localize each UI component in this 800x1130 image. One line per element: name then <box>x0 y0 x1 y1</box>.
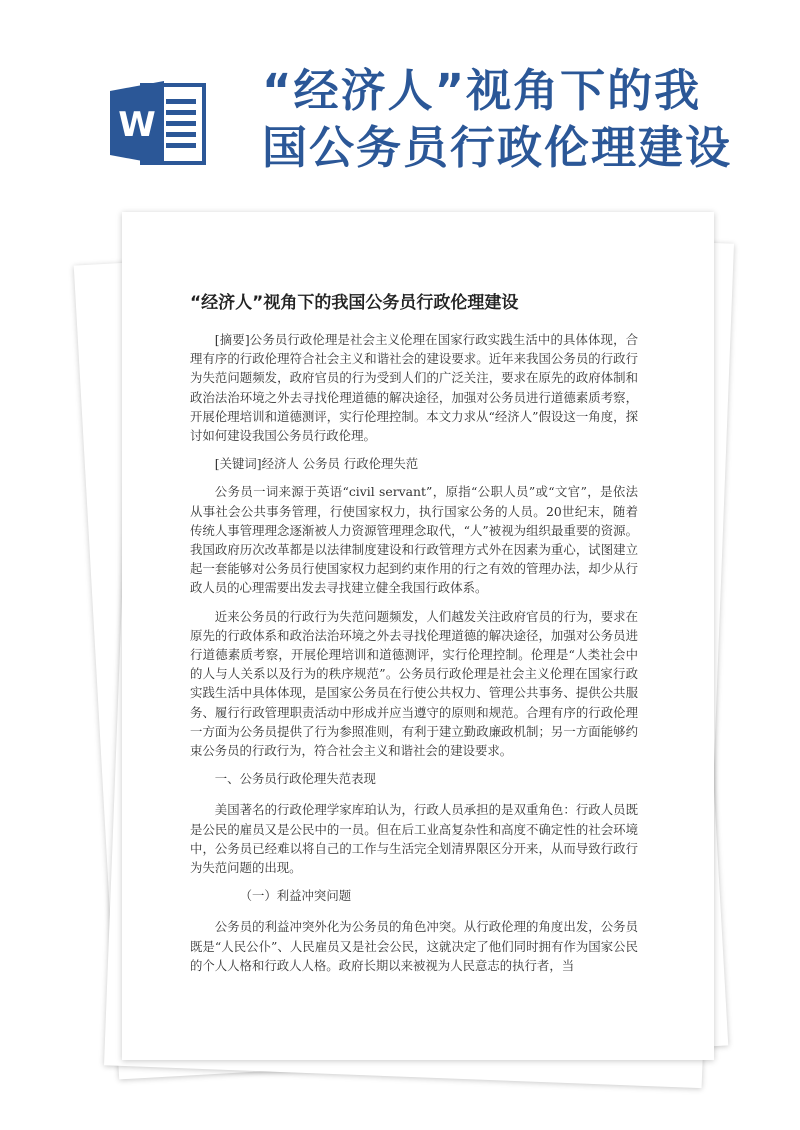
section-heading-1: 一、公务员行政伦理失范表现 <box>214 771 376 787</box>
body-paragraph-2: 近来公务员的行政行为失范问题频发，人们越发关注政府官员的行为，要求在原先的行政体系和政治法治环境之外去寻找伦理道德的解决途径，加强对公务员进行道德素质考察，开展伦理培训和道德测评，实行伦理控制。伦理是“人类社会中的人与人关系以及行为的秩序规范”。公务员行政伦理是社会主义伦理在国家行政实践生活中具体体现，是国家公务员在行使公共权力、管理公共事务、提供公共服务、履行行政管理职责活动中形成并应当遵守的原则和规范。合理有序的行政伦理一方面为公务员提供了行为参照准则，有利于建立勤政廉政机制；另一方面能够约束公务员的行政行为，符合社会主义和谐社会的建设要求。 <box>190 608 638 759</box>
word-document-icon <box>108 75 208 170</box>
body-paragraph-1: 公务员一词来源于英语“civil servant”，原指“公职人员”或“文官”，是依法从事社会公共事务管理，行使国家权力，执行国家公务的人员。20世纪末，随着传统人事管理理念逐渐被人力资源管理理念取代，“人”被视为组织最重要的资源。我国政府历次改革都是以法律制度建设和行政管理方式外在因素为重心，试图建立起一套能够对公务员行使国家权力起到约束作用的行之有效的管理办法，却少从行政人员的心理需要出发去寻找建立健全我国行政体系。 <box>190 484 638 596</box>
banner-title-line-2: 国公务员行政伦理建设 <box>262 121 733 174</box>
subsection-heading-1: （一）利益冲突问题 <box>239 888 352 904</box>
keywords-paragraph: [关键词]经济人 公务员 行政伦理失范 <box>214 456 419 472</box>
document-title: “经济人”视角下的我国公务员行政伦理建设 <box>190 293 519 313</box>
abstract-paragraph: [摘要]公务员行政伦理是社会主义伦理在国家行政实践生活中的具体体现，合理有序的行政伦理符合社会主义和谐社会的建设要求。近年来我国公务员的行政行为失范问题频发，政府官员的行为受到人们的广泛关注，要求在原先的政府体制和政治法治环境之外去寻找伦理道德的解决途径，加强对公务员进行道德素质考察，开展伦理培训和道德测评，实行伦理控制。本文力求从“经济人”假设这一角度，探讨如何建设我国公务员行政伦理。 <box>190 332 638 444</box>
body-paragraph-3: 美国著名的行政伦理学家库珀认为，行政人员承担的是双重角色：行政人员既是公民的雇员又是公民中的一员。但在后工业高复杂性和高度不确定性的社会环境中，公务员已经难以将自己的工作与生活完全划清界限区分开来，从而导致行政行为失范问题的出现。 <box>190 802 638 876</box>
word-icon-letter: W <box>118 105 156 145</box>
document-page <box>122 212 714 1060</box>
document-body <box>190 330 638 984</box>
body-paragraph-4: 公务员的利益冲突外化为公务员的角色冲突。从行政伦理的角度出发，公务员既是“人民公仆”、人民雇员又是社会公民，这就决定了他们同时拥有作为国家公民的个人人格和行政人人格。政府长期以来被视为人民意志的执行者，当 <box>190 919 638 973</box>
banner-title-line-1: “经济人”视角下的我 <box>262 64 702 117</box>
banner-title <box>262 62 782 176</box>
